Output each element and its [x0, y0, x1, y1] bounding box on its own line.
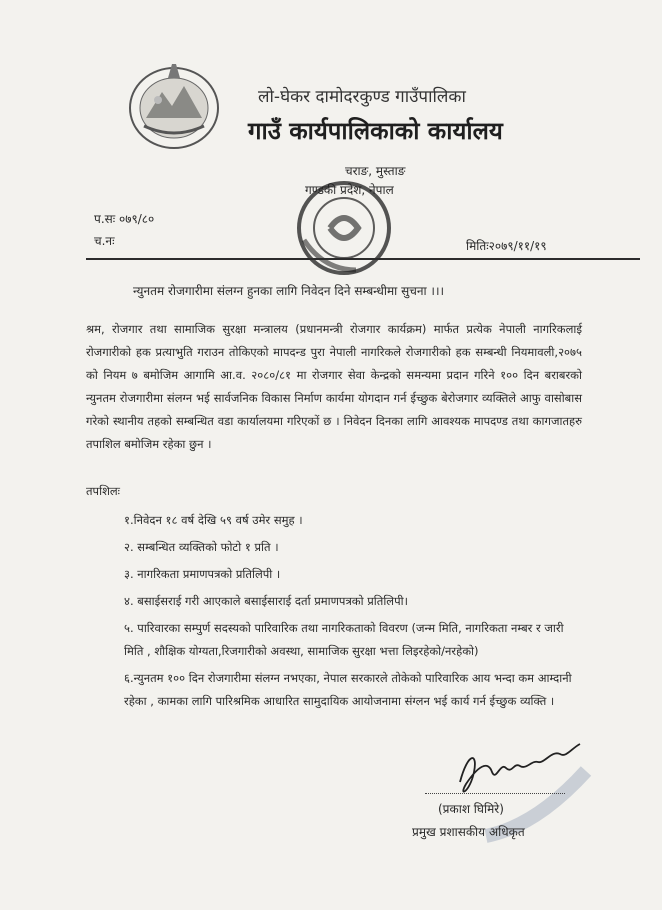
nepal-emblem-icon [124, 60, 224, 152]
list-item: १.निवेदन १८ वर्ष देखि ५९ वर्ष उमेर समुह । [124, 513, 303, 527]
list-item: ३. नागरिकता प्रमाणपत्रको प्रतिलिपी । [124, 567, 281, 581]
header-divider [86, 258, 640, 260]
issue-date: मितिः२०७९/११/१९ [466, 239, 547, 253]
address-line-1: चराङ, मुस्ताङ [345, 164, 406, 178]
notice-subject: न्युनतम रोजगारीमा संलग्न हुनका लागि निवेदन दिने सम्बन्धीमा सुचना ।।। [133, 284, 445, 298]
notice-body: श्रम, रोजगार तथा सामाजिक सुरक्षा मन्त्रालय (प्रधानमन्त्री रोजगार कार्यक्रम) मार्फत प्रत्येक नेपाली नागरिकलाई रोजगारीको हक प्रत्याभुति गराउन तोकिएको मापदन्ड पुरा नेपाली नागरिकले रोजगारीको हक सम्बन्धी नियमावली,२०७५ को नियम ७ बमोजिम आगामि आ.व. २०८०/८१ मा रोजगार सेवा केन्द्रको समन्यमा प्रदान गरिने १०० दिन बराबरको न्युनतम रोजगारीमा संलग्न भई सार्वजनिक विकास निर्माण कार्यमा योगदान गर्न ईच्छुक बेरोजगार व्यक्तिले आफु वासोबास गरेको स्थानीय तहको सम्बन्धित वडा कार्यालयमा गरिएकों छ । निवेदन दिनका लागि आवश्यक मापदण्ड तथा कागजातहरु तपाशिल बमोजिम रहेका छुन । [86, 322, 582, 451]
signature-line [425, 793, 565, 794]
signatory-name: (प्रकाश घिमिरे) [438, 802, 504, 816]
reference-number: प.सः ०७९/८० [94, 212, 155, 226]
office-name: गाउँ कार्यपालिकाको कार्यालय [248, 117, 503, 145]
list-item: २. सम्बन्धित व्यक्तिको फोटो १ प्रति । [124, 540, 279, 554]
signatory-title: प्रमुख प्रशासकीय अधिकृत [412, 825, 525, 839]
details-heading: तपशिलः [86, 484, 121, 498]
office-round-stamp-icon [294, 178, 394, 278]
list-item: ५. पारिवारका सम्पुर्ण सदस्यको पारिवारिक तथा नागरिकताको विवरण (जन्म मिति, नागरिकता नम्बर र जारी मिति , शौक्षिक योग्यता,रिजगारीको अवस्था, सामाजिक सुरक्षा भत्ता लिइरहेको/नरहेको) [124, 621, 564, 658]
requirements-list [124, 509, 584, 717]
address-line-2: गण्डकी प्रदेश, नेपाल [305, 183, 394, 197]
dispatch-number: च.नः [94, 234, 115, 248]
list-item: ६.न्युनतम १०० दिन रोजगारीमा संलग्न नभएका, नेपाल सरकारले तोकेको पारिवारिक आय भन्दा कम आम्दानी रहेका , कामका लागि पारिश्रमिक आधारित सामुदायिक आयोजनामा संग्लन भई कार्य गर्न ईच्छुक व्यक्ति । [124, 671, 572, 708]
municipality-name: लो-घेकर दामोदरकुण्ड गाउँपालिका [258, 87, 466, 107]
list-item: ४. बसाईसराई गरी आएकाले बसाईसाराई दर्ता प्रमाणपत्रको प्रतिलिपी। [124, 594, 408, 608]
